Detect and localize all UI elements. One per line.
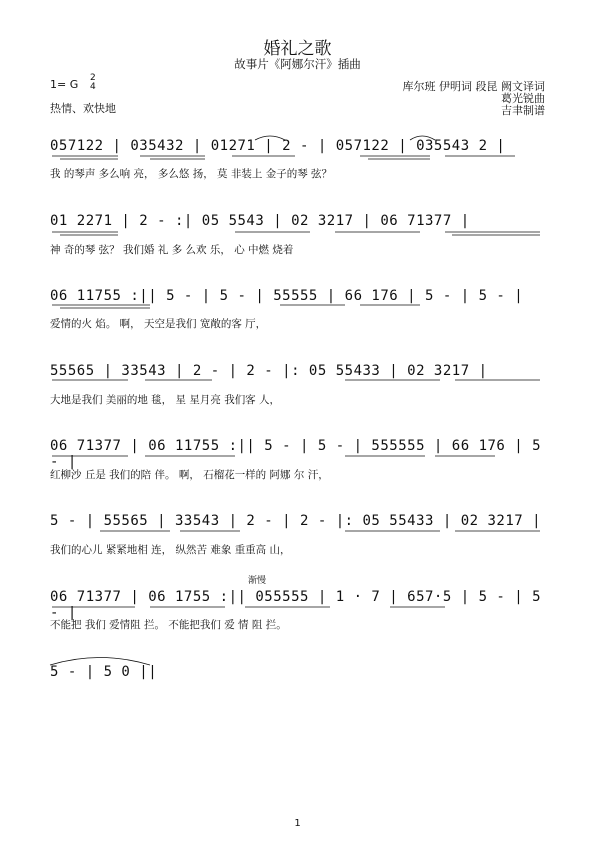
credit-composer: 葛光锐曲 <box>501 92 545 105</box>
lyric-line: 不能把 我们 爱情阻 拦。 不能把我们 爱 情 阻 拦。 <box>50 619 287 631</box>
tempo-marking: 热情、欢快地 <box>50 102 116 115</box>
lyric-line: 我 的琴声 多么响 亮， 多么悠 扬， 莫 非装上 金子的琴 弦？ <box>50 168 333 180</box>
notation-line: 5 - | 5 0 || <box>50 664 158 680</box>
page-number: 1 <box>294 818 301 829</box>
notation-line: 01 2271 | 2 - :| 05 5543 | 02 3217 | 06 71377 | <box>50 213 470 229</box>
lyric-line: 我们的心儿 紧紧地相 连， 纵然苦 难象 重重高 山， <box>50 544 291 556</box>
lyric-line: 红柳沙 丘是 我们的陪 伴。 啊， 石榴花一样的 阿娜 尔 汗， <box>50 469 329 481</box>
notation-line: 5 - | 55565 | 33543 | 2 - | 2 - |: 05 55433 | 02 3217 | <box>50 513 542 529</box>
lyric-line: 爱情的火 焰。 啊， 天空是我们 宽敞的客 厅， <box>50 318 267 330</box>
lyric-line: 神 奇的琴 弦？ 我们婚 礼 多 么欢 乐， 心 中燃 烧着 <box>50 244 294 256</box>
song-subtitle: 故事片《阿娜尔汗》插曲 <box>234 57 361 71</box>
song-title: 婚礼之歌 <box>263 39 332 59</box>
notation-line: 057122 | 035432 | 01271 | 2 - | 057122 | 035543 2 | <box>50 138 506 154</box>
notation-line: 06 71377 | 06 11755 :|| 5 - | 5 - | 555555 | 66 176 | 5 - | <box>50 438 542 470</box>
notation-line: 06 11755 :|| 5 - | 5 - | 55555 | 66 176 | 5 - | 5 - | <box>50 288 524 304</box>
credit-transcriber: 吉聿制谱 <box>501 104 545 117</box>
time-signature-bottom: 4 <box>90 82 96 92</box>
lyric-line: 大地是我们 美丽的地 毯， 星 星月亮 我们客 人， <box>50 394 281 406</box>
notation-line: 55565 | 33543 | 2 - | 2 - |: 05 55433 | 02 3217 | <box>50 363 488 379</box>
credit-lyrics: 库尔班 伊明词 段昆 阙文译词 <box>402 80 545 93</box>
key-signature: 1= G <box>50 78 79 91</box>
tempo-change-mark: 渐慢 <box>248 576 267 586</box>
time-signature <box>90 74 96 92</box>
notation-line: 06 71377 | 06 1755 :|| 055555 | 1 · 7 | 657·5 | 5 - | 5 - | <box>50 589 542 621</box>
time-signature-top: 2 <box>90 73 96 83</box>
